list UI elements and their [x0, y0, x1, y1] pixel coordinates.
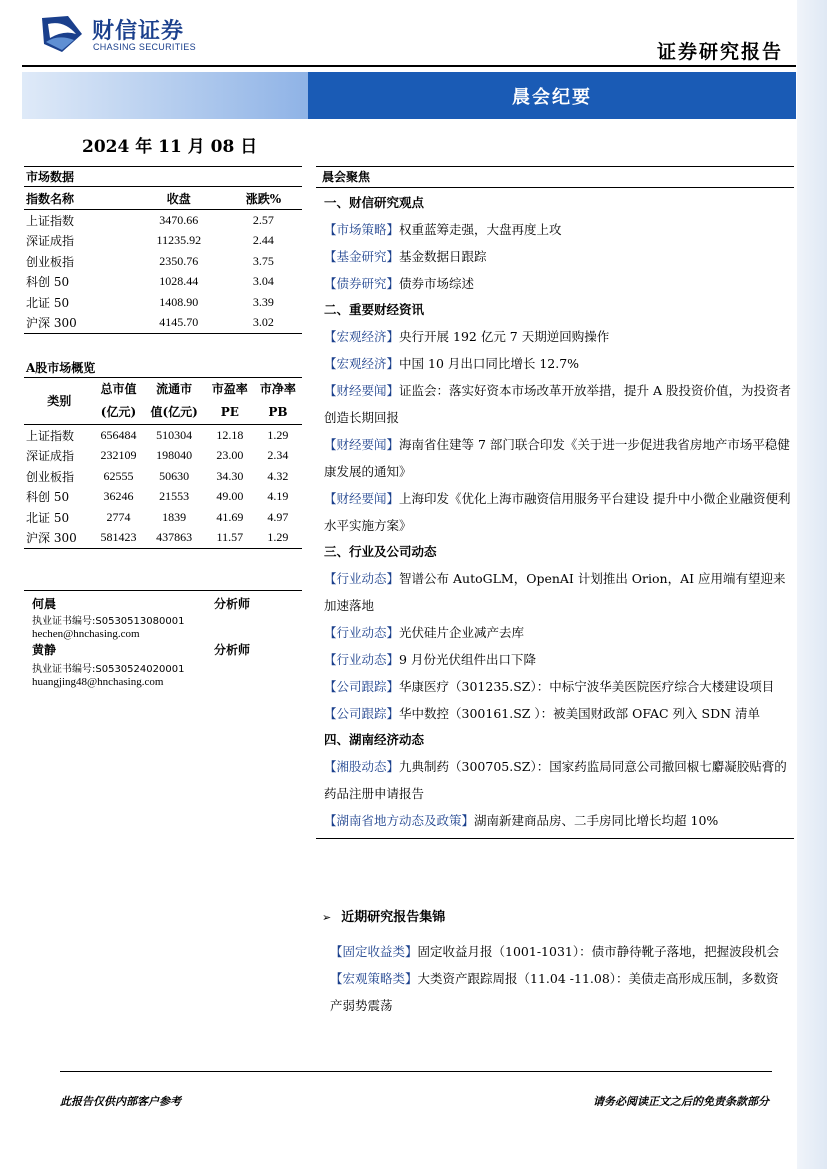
- col-header: 总市值: [94, 378, 142, 402]
- item-tag: 【湘股动态】: [324, 759, 400, 774]
- report-date: 2024 年 11 月 08 日: [82, 137, 258, 157]
- col-header: 市净率: [254, 378, 302, 402]
- list-item[interactable]: [324, 700, 794, 727]
- item-tag: 【宏观策略类】: [330, 971, 418, 986]
- table-row: [24, 313, 302, 334]
- table-cell: 上证指数: [26, 213, 75, 228]
- table-cell: 36246: [103, 489, 134, 504]
- table-cell: 北证 50: [26, 295, 70, 310]
- table-cell: 2.57: [252, 212, 274, 227]
- col-header: (亿元): [94, 401, 142, 425]
- item-text: 湖南新建商品房、二手房同比增长均超 10%: [474, 813, 719, 828]
- table-cell: 62555: [103, 468, 134, 483]
- a-share-overview-table: [24, 377, 302, 549]
- banner-title: 晨会纪要: [308, 72, 796, 119]
- item-tag: 【财经要闻】: [324, 383, 400, 398]
- table-cell: 1408.90: [159, 294, 199, 309]
- table-cell: 上证指数: [26, 428, 75, 443]
- table-cell: 4.97: [267, 509, 289, 524]
- item-tag: 【行业动态】: [324, 625, 400, 640]
- list-item[interactable]: [324, 753, 794, 807]
- item-tag: 【公司跟踪】: [324, 706, 400, 721]
- table-cell: 49.00: [216, 489, 244, 504]
- bullet-arrow-icon: ➢: [322, 911, 332, 924]
- item-text: 智谱公布 AutoGLM，OpenAI 计划推出 Orion，AI 应用端有望迎来加速落地: [324, 571, 786, 613]
- left-column: [24, 166, 302, 549]
- item-text: 债券市场综述: [399, 276, 475, 291]
- item-text: 9 月份光伏组件出口下降: [399, 652, 536, 667]
- table-cell: 34.30: [216, 468, 244, 483]
- logo-text-cn: 财信证券: [92, 19, 185, 44]
- section-heading: 四、湖南经济动态: [324, 732, 425, 747]
- decorative-side-strip: [797, 0, 827, 1169]
- analyst-block: [24, 590, 302, 689]
- table-cell: 3.02: [225, 313, 302, 334]
- table-cell: 1839: [162, 509, 187, 524]
- chasing-logo-icon: [38, 12, 86, 56]
- list-item[interactable]: [324, 270, 794, 297]
- table-row: [24, 446, 302, 467]
- table-cell: 2774: [106, 509, 131, 524]
- col-header: 市盈率: [206, 378, 254, 402]
- table-row: [24, 507, 302, 528]
- col-header: 类别: [24, 378, 94, 425]
- list-item[interactable]: [324, 323, 794, 350]
- analyst-license: 执业证书编号:S0530524020001: [32, 664, 185, 675]
- list-item[interactable]: [324, 646, 794, 673]
- analyst-email[interactable]: hechen@hnchasing.com: [32, 628, 140, 640]
- col-header: 收盘: [133, 187, 225, 210]
- table-cell: 232109: [100, 448, 137, 463]
- table-cell: 23.00: [216, 448, 244, 463]
- table-row: [24, 231, 302, 252]
- list-item[interactable]: [324, 216, 794, 243]
- table-row: [24, 210, 302, 231]
- col-header: 流通市: [143, 378, 206, 402]
- table-cell: 3.04: [252, 274, 274, 289]
- list-item[interactable]: [324, 619, 794, 646]
- table-cell: 创业板指: [26, 254, 75, 269]
- table-cell: 50630: [159, 468, 190, 483]
- table-cell: 3.75: [252, 253, 274, 268]
- list-item[interactable]: [330, 965, 786, 1019]
- table-cell: 2350.76: [159, 253, 199, 268]
- item-text: 华康医疗（301235.SZ）：中标宁波华美医院医疗综合大楼建设项目: [399, 679, 775, 694]
- section-heading: 二、重要财经资讯: [324, 302, 425, 317]
- list-item[interactable]: [324, 243, 794, 270]
- footer-disclaimer-left: 此报告仅供内部客户参考: [60, 1095, 181, 1108]
- table-cell: 4145.70: [133, 313, 225, 334]
- table-cell: 510304: [156, 427, 193, 442]
- item-text: 中国 10 月出口同比增长 12.7%: [399, 356, 580, 371]
- table-row: [24, 528, 302, 549]
- item-tag: 【宏观经济】: [324, 329, 400, 344]
- table-cell: 沪深 300: [24, 528, 94, 549]
- list-item[interactable]: [324, 807, 794, 834]
- table-cell: 深证成指: [26, 234, 75, 249]
- table-cell: 1028.44: [159, 274, 199, 289]
- table-row: [24, 272, 302, 293]
- item-tag: 【市场策略】: [324, 222, 400, 237]
- market-data-title: 市场数据: [24, 166, 302, 186]
- table-cell: 沪深 300: [24, 313, 133, 334]
- table-row: [24, 292, 302, 313]
- recent-reports-label: 近期研究报告集锦: [341, 910, 446, 925]
- list-item[interactable]: [324, 565, 794, 619]
- table-row: [24, 487, 302, 508]
- table-cell: 21553: [159, 489, 190, 504]
- list-item[interactable]: [324, 431, 794, 485]
- item-tag: 【债券研究】: [324, 276, 400, 291]
- item-text: 大类资产跟踪周报（11.04 -11.08）：美债走高形成压制，多数资产弱势震荡: [330, 971, 779, 1013]
- logo-text-en: CHASING SECURITIES: [93, 42, 196, 52]
- analyst-row: [24, 641, 302, 659]
- table-cell: 41.69: [216, 509, 244, 524]
- table-cell: 2.44: [252, 233, 274, 248]
- col-header: 值(亿元): [143, 401, 206, 425]
- table-cell: 4.32: [267, 468, 289, 483]
- focus-bottom-divider: [316, 838, 794, 839]
- table-cell: 深证成指: [26, 449, 75, 464]
- col-header: 指数名称: [24, 187, 133, 210]
- table-row: [24, 425, 302, 446]
- col-header: PE: [206, 401, 254, 425]
- analyst-name: 何晨: [32, 597, 57, 611]
- col-header: PB: [254, 401, 302, 425]
- item-tag: 【基金研究】: [324, 249, 400, 264]
- item-tag: 【宏观经济】: [324, 356, 400, 371]
- table-cell: 11.57: [206, 528, 254, 549]
- banner-gradient: [22, 72, 308, 119]
- header-divider: [22, 65, 796, 67]
- analyst-email[interactable]: huangjing48@hnchasing.com: [32, 676, 164, 688]
- recent-reports-list: [330, 938, 786, 1019]
- analyst-role: 分析师: [214, 643, 251, 657]
- right-column: [316, 166, 794, 839]
- table-cell: 科创 50: [26, 490, 70, 505]
- table-cell: 437863: [143, 528, 206, 549]
- analyst-name: 黄静: [32, 643, 57, 657]
- table-cell: 3.39: [252, 294, 274, 309]
- recent-reports-title: [322, 906, 445, 925]
- table-cell: 4.19: [267, 489, 289, 504]
- footer-divider: [60, 1071, 772, 1072]
- item-text: 海南省住建等 7 部门联合印发《关于进一步促进我省房地产市场平稳健康发展的通知》: [324, 437, 790, 479]
- item-text: 证监会：落实好资本市场改革开放举措，提升 A 股投资价值，为投资者创造长期回报: [324, 383, 791, 425]
- table-row: [24, 466, 302, 487]
- item-text: 光伏硅片企业减产去库: [399, 625, 525, 640]
- table-cell: 11235.92: [156, 233, 202, 248]
- table-cell: 1.29: [267, 427, 289, 442]
- item-tag: 【行业动态】: [324, 652, 400, 667]
- table-cell: 656484: [100, 427, 137, 442]
- item-tag: 【行业动态】: [324, 571, 400, 586]
- analyst-role: 分析师: [214, 597, 251, 611]
- table-row: [24, 251, 302, 272]
- item-text: 权重蓝筹走强，大盘再度上攻: [399, 222, 562, 237]
- table-cell: 198040: [156, 448, 193, 463]
- item-text: 上海印发《优化上海市融资信用服务平台建设 提升中小微企业融资便利水平实施方案》: [324, 491, 791, 533]
- item-tag: 【公司跟踪】: [324, 679, 400, 694]
- focus-title: 晨会聚焦: [316, 166, 794, 188]
- item-tag: 【财经要闻】: [324, 437, 400, 452]
- item-tag: 【湖南省地方动态及政策】: [324, 813, 475, 828]
- a-share-overview-title: A股市场概览: [26, 361, 96, 375]
- table-cell: 2.34: [267, 448, 289, 463]
- table-cell: 创业板指: [26, 469, 75, 484]
- list-item[interactable]: [324, 377, 794, 431]
- col-header: 涨跌%: [225, 187, 302, 210]
- report-type-label: 证券研究报告: [656, 41, 783, 63]
- item-text: 固定收益月报（1001-1031）：债市静待靴子落地，把握波段机会: [417, 944, 780, 959]
- table-cell: 1.29: [254, 528, 302, 549]
- analyst-license: 执业证书编号:S0530513080001: [32, 616, 185, 627]
- item-text: 九典制药（300705.SZ）：国家药监局同意公司撤回椒七麝凝胶贴膏的药品注册申请报告: [324, 759, 787, 801]
- item-text: 华中数控（300161.SZ ）：被美国财政部 OFAC 列入 SDN 清单: [399, 706, 761, 721]
- table-cell: 12.18: [216, 427, 244, 442]
- item-tag: 【固定收益类】: [330, 944, 418, 959]
- list-item[interactable]: [324, 485, 794, 539]
- analyst-row: [24, 591, 302, 609]
- list-item[interactable]: [324, 673, 794, 700]
- focus-body: [316, 190, 794, 834]
- item-tag: 【财经要闻】: [324, 491, 400, 506]
- table-cell: 3470.66: [159, 212, 199, 227]
- section-heading: 三、行业及公司动态: [324, 544, 437, 559]
- market-data-table: [24, 186, 302, 334]
- list-item[interactable]: [330, 938, 786, 965]
- table-cell: 581423: [94, 528, 142, 549]
- table-cell: 科创 50: [26, 275, 70, 290]
- item-text: 央行开展 192 亿元 7 天期逆回购操作: [399, 329, 610, 344]
- table-cell: 北证 50: [26, 510, 70, 525]
- item-text: 基金数据日跟踪: [399, 249, 487, 264]
- section-heading: 一、财信研究观点: [324, 195, 425, 210]
- list-item[interactable]: [324, 350, 794, 377]
- footer-disclaimer-right: 请务必阅读正文之后的免责条款部分: [593, 1095, 769, 1108]
